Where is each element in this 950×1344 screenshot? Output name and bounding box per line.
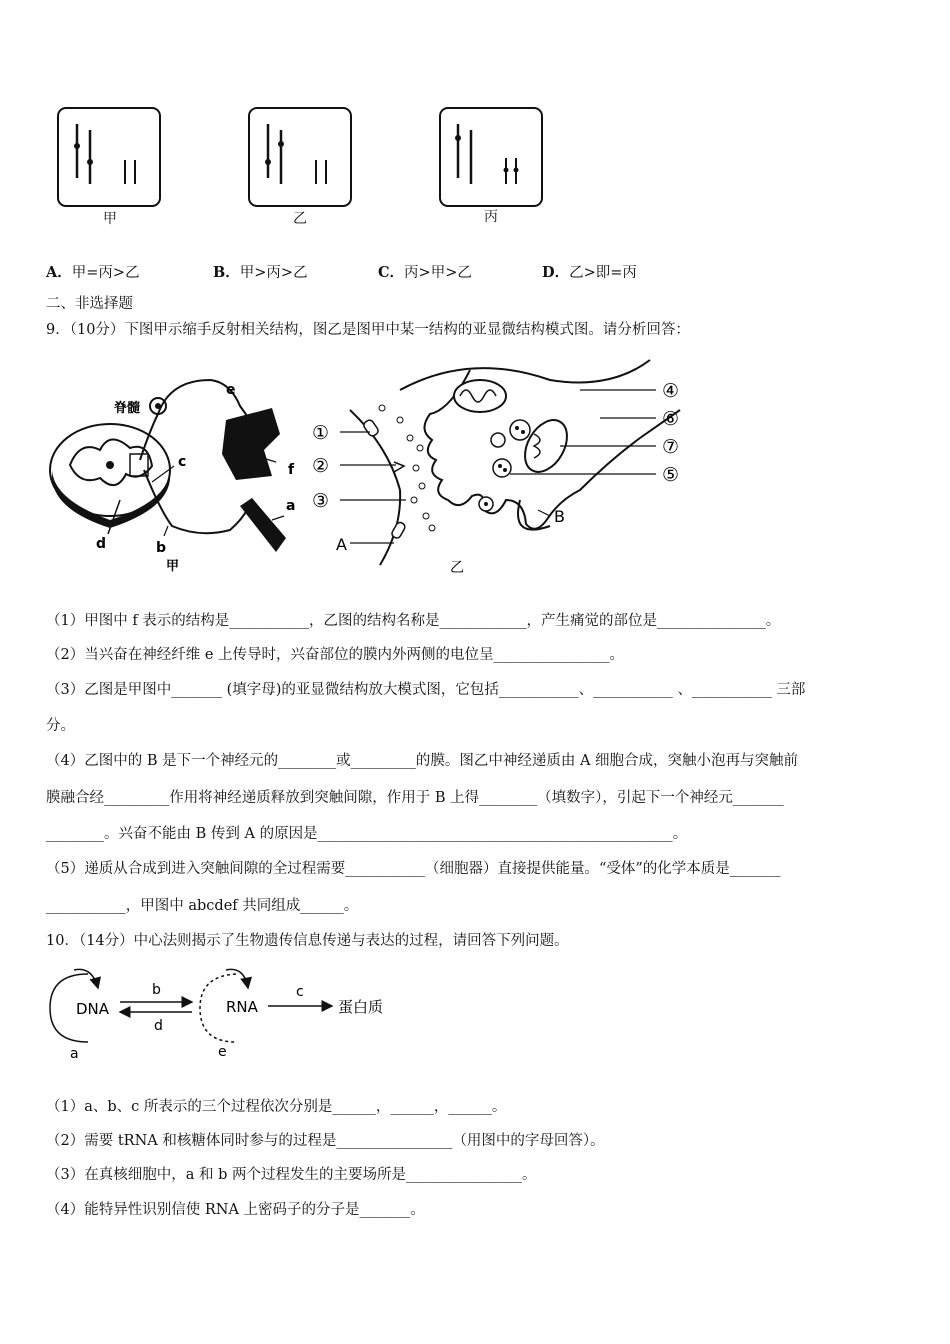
q9-line-2: （2）当兴奋在神经纤维 e 上传导时，兴奋部位的膜内外两侧的电位呈________________。	[46, 647, 625, 663]
label-c: c	[296, 984, 304, 1000]
figure-bing	[440, 108, 542, 206]
marker-6: ⑥	[662, 408, 680, 430]
q9-line-9: ___________，甲图中 abcdef 共同组成______。	[46, 898, 359, 914]
label-a: a	[70, 1046, 79, 1062]
label-c: c	[178, 454, 187, 470]
q8-option-b: B．甲>丙>乙	[213, 264, 308, 281]
q9-line-8: （5）递质从合成到进入突触间隙的全过程需要___________（细胞器）直接提供能量。“受体”的化学本质是_______	[46, 861, 781, 877]
label-b: b	[156, 540, 167, 556]
label-b: b	[152, 982, 161, 998]
caption-yi: 乙	[450, 560, 464, 576]
q9-line-3: （3）乙图是甲图中_______ (填字母)的亚显微结构放大模式图，它包括___________、___________ 、___________ 三部	[46, 682, 806, 698]
label-spine: 脊髓	[114, 401, 141, 416]
figure-yi-synapse	[310, 350, 700, 580]
figure-jia	[58, 108, 160, 206]
caption-jia: 甲	[166, 559, 180, 574]
figure-label-yi: 乙	[293, 211, 307, 227]
label-e: e	[218, 1044, 227, 1060]
label-B: B	[554, 507, 565, 526]
q8-option-c: C．丙>甲>乙	[378, 264, 472, 281]
q9-line-5: （4）乙图中的 B 是下一个神经元的________或_________的膜。图乙中神经递质由 A 细胞合成，突触小泡再与突触前	[46, 753, 799, 769]
figure-jia-reflex	[40, 370, 315, 580]
q10-line-2: （2）需要 tRNA 和核糖体同时参与的过程是________________（用图中的字母回答）。	[46, 1133, 605, 1149]
synapse-svg	[310, 350, 700, 580]
central-dogma-diagram	[40, 960, 410, 1064]
central-dogma-svg	[40, 960, 410, 1064]
figure-label-jia: 甲	[103, 211, 117, 227]
marker-4: ④	[662, 380, 680, 402]
label-d: d	[154, 1018, 163, 1034]
node-dna: DNA	[76, 1000, 110, 1018]
q10-line-1: （1）a、b、c 所表示的三个过程依次分别是______，______，______。	[46, 1099, 507, 1115]
q9-line-1: （1）甲图中 f 表示的结构是___________，乙图的结构名称是____________，产生痛觉的部位是_______________。	[46, 613, 781, 629]
q8-option-a: A．甲=丙>乙	[46, 264, 140, 281]
section-title: 二、非选择题	[46, 296, 133, 312]
label-a: a	[286, 498, 296, 514]
q9-line-7: ________。兴奋不能由 B 传到 A 的原因是_________________________________________________。	[46, 826, 688, 842]
label-f: f	[288, 462, 295, 478]
label-e: e	[226, 382, 236, 398]
figure-label-bing: 丙	[484, 209, 498, 225]
q10-line-4: （4）能特异性识别信使 RNA 上密码子的分子是_______。	[46, 1202, 425, 1218]
node-rna: RNA	[226, 998, 258, 1016]
reflex-arc-svg	[40, 370, 315, 580]
q9-line-6: 膜融合经_________作用将神经递质释放到突触间隙，作用于 B 上得________（填数字），引起下一个神经元_______	[46, 790, 784, 806]
marker-3: ③	[312, 490, 330, 512]
figure-yi	[249, 108, 351, 206]
label-d: d	[96, 536, 107, 552]
marker-2: ②	[312, 455, 330, 477]
label-A: A	[336, 535, 347, 554]
marker-1: ①	[312, 422, 330, 444]
q10-stem: 10．（14分）中心法则揭示了生物遗传信息传递与表达的过程，请回答下列问题。	[46, 933, 569, 949]
q9-stem: 9．（10分）下图甲示缩手反射相关结构，图乙是图甲中某一结构的亚显微结构模式图。请分析回答：	[46, 322, 690, 338]
q9-line-4: 分。	[46, 718, 75, 734]
q10-line-3: （3）在真核细胞中，a 和 b 两个过程发生的主要场所是________________。	[46, 1167, 537, 1183]
marker-5: ⑤	[662, 464, 680, 486]
q8-option-d: D．乙>即=丙	[542, 264, 637, 281]
marker-7: ⑦	[662, 436, 680, 458]
node-protein: 蛋白质	[338, 998, 384, 1016]
